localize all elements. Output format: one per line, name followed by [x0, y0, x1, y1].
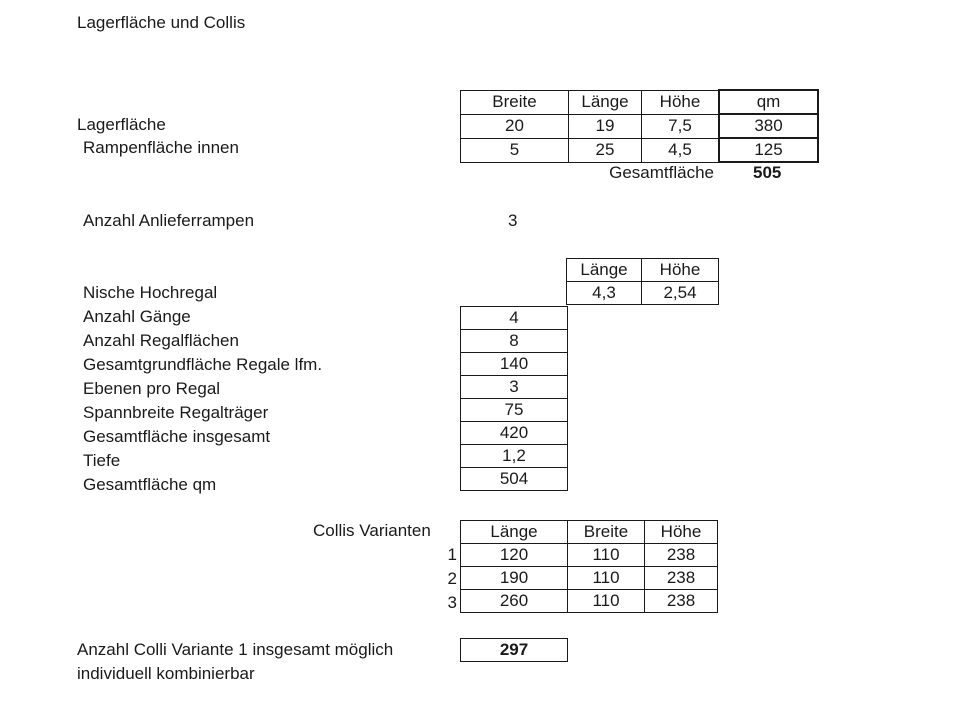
table-row: [461, 445, 568, 468]
table-row: [461, 330, 568, 353]
table-cell: 120: [461, 544, 568, 567]
collis-variant-number: 3: [447, 593, 457, 612]
collis-variant-number: 2: [447, 569, 457, 588]
table-cell: 110: [568, 544, 645, 567]
table-cell: 4,3: [567, 282, 642, 305]
shelf-label: Gesamtgrundfläche Regale lfm.: [83, 355, 323, 374]
table-cell: 238: [645, 544, 718, 567]
table-cell: 260: [461, 590, 568, 613]
column-header: Höhe: [642, 90, 720, 114]
table-cell: 380: [719, 114, 818, 138]
total-value: 505: [753, 163, 782, 182]
table-cell: 5: [461, 138, 569, 162]
count-table: [460, 638, 568, 662]
table-cell: 504: [461, 468, 568, 491]
table-cell: 110: [568, 567, 645, 590]
column-header: Länge: [569, 90, 642, 114]
column-header: Breite: [568, 521, 645, 544]
shelf-label: Gesamtfläche qm: [83, 475, 217, 494]
table-cell: 25: [569, 138, 642, 162]
table-row: [461, 521, 718, 544]
column-header: Länge: [567, 259, 642, 282]
table-row: [461, 422, 568, 445]
table-row: [461, 138, 819, 162]
niche-label: Nische Hochregal: [83, 283, 218, 302]
area-row-label: Rampenfläche innen: [83, 138, 239, 157]
table-cell: 420: [461, 422, 568, 445]
table-cell: 238: [645, 590, 718, 613]
table-row: [567, 282, 719, 305]
table-cell: 4,5: [642, 138, 720, 162]
collis-label: Collis Varianten: [313, 521, 431, 540]
shelf-label: Gesamtfläche insgesamt: [83, 427, 271, 446]
table-cell: 125: [719, 138, 818, 162]
table-cell: 7,5: [642, 114, 720, 138]
page-title: Lagerfläche und Collis: [77, 13, 246, 32]
niche-table: [566, 258, 719, 305]
ramps-value: 3: [508, 211, 518, 230]
table-row: [461, 544, 718, 567]
total-label: Gesamtfläche: [609, 163, 714, 182]
table-cell: 238: [645, 567, 718, 590]
column-header: Höhe: [645, 521, 718, 544]
table-cell: 1,2: [461, 445, 568, 468]
table-cell: 19: [569, 114, 642, 138]
table-cell: 75: [461, 399, 568, 422]
table-cell: 4: [461, 307, 568, 330]
table-cell: 8: [461, 330, 568, 353]
table-cell: 140: [461, 353, 568, 376]
table-row: [461, 376, 568, 399]
ramps-label: Anzahl Anlieferrampen: [83, 211, 255, 230]
table-cell: 110: [568, 590, 645, 613]
count-note: individuell kombinierbar: [77, 664, 255, 683]
table-row: [461, 639, 568, 662]
table-row: [461, 353, 568, 376]
table-row: [461, 90, 819, 114]
collis-variant-number: 1: [447, 545, 457, 564]
count-value: 297: [461, 639, 568, 662]
table-cell: 20: [461, 114, 569, 138]
shelf-label: Tiefe: [83, 451, 121, 470]
shelf-label: Anzahl Gänge: [83, 307, 191, 326]
table-row: [461, 307, 568, 330]
shelf-values-table: [460, 306, 568, 491]
table-row: [461, 468, 568, 491]
table-cell: 2,54: [642, 282, 719, 305]
table-row: [461, 567, 718, 590]
table-row: [567, 259, 719, 282]
shelf-label: Ebenen pro Regal: [83, 379, 221, 398]
collis-table: [460, 520, 718, 613]
area-row-label: Lagerfläche: [77, 115, 166, 134]
table-row: [461, 590, 718, 613]
shelf-label: Anzahl Regalflächen: [83, 331, 239, 350]
table-cell: 3: [461, 376, 568, 399]
table-row: [461, 114, 819, 138]
column-header: Länge: [461, 521, 568, 544]
column-header: Breite: [461, 90, 569, 114]
area-table: [460, 89, 819, 163]
table-row: [461, 399, 568, 422]
column-header: qm: [719, 90, 818, 114]
shelf-label: Spannbreite Regalträger: [83, 403, 269, 422]
column-header: Höhe: [642, 259, 719, 282]
count-label: Anzahl Colli Variante 1 insgesamt möglich: [77, 640, 394, 659]
table-cell: 190: [461, 567, 568, 590]
